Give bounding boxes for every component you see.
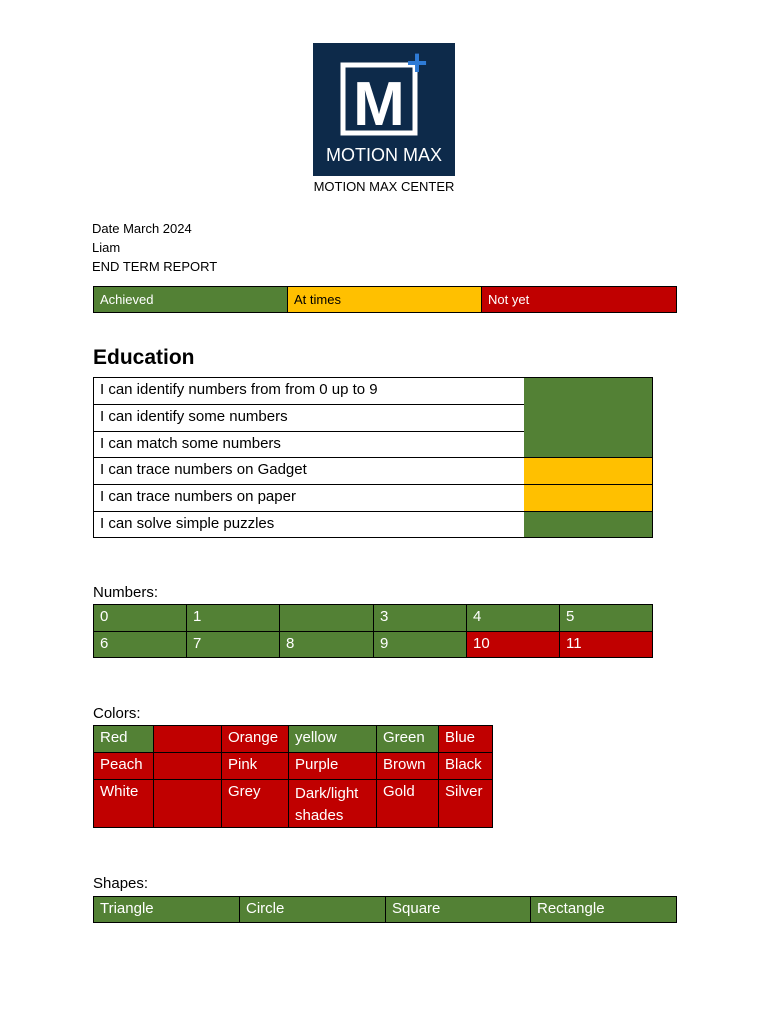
number-cell: 8 [279,631,374,658]
number-cell: 1 [186,604,280,632]
number-cell [279,604,374,632]
color-cell: Purple [288,752,377,780]
edu-item: I can identify some numbers [93,404,525,432]
report-date: Date March 2024 [92,221,192,236]
number-cell: 4 [466,604,560,632]
color-cell [153,725,222,753]
color-cell: Peach [93,752,154,780]
number-cell: 0 [93,604,187,632]
color-cell: Black [438,752,493,780]
color-cell: Dark/light shades [288,779,377,828]
edu-item: I can trace numbers on paper [93,484,525,512]
logo-mark-icon [313,43,455,176]
color-cell: Red [93,725,154,753]
color-cell: Orange [221,725,289,753]
color-cell: Grey [221,779,289,828]
edu-status-at-times [524,457,653,485]
edu-item: I can trace numbers on Gadget [93,457,525,485]
numbers-label: Numbers: [93,584,159,601]
color-cell [153,752,222,780]
color-cell: Green [376,725,439,753]
shape-cell: Square [385,896,531,923]
svg-text:+: + [406,43,428,83]
edu-status-achieved [524,511,653,538]
center-name: MOTION MAX CENTER [313,179,455,194]
color-cell: Silver [438,779,493,828]
color-cell [153,779,222,828]
svg-text:M: M [353,70,405,139]
number-cell: 5 [559,604,653,632]
edu-status-achieved [524,377,653,458]
report-title: END TERM REPORT [92,259,218,274]
color-cell: Pink [221,752,289,780]
edu-item: I can identify numbers from from 0 up to 9 [93,377,525,405]
shape-cell: Triangle [93,896,240,923]
edu-status-at-times [524,484,653,512]
number-cell: 11 [559,631,653,658]
legend-not-yet: Not yet [481,286,677,313]
color-cell: White [93,779,154,828]
number-cell: 3 [373,604,467,632]
number-cell: 7 [186,631,280,658]
number-cell: 10 [466,631,560,658]
svg-text:MOTION MAX: MOTION MAX [326,145,442,165]
logo [313,43,455,176]
color-cell: Brown [376,752,439,780]
color-cell: Blue [438,725,493,753]
colors-label: Colors: [93,705,141,722]
education-heading: Education [93,346,195,369]
color-cell: yellow [288,725,377,753]
edu-item: I can match some numbers [93,431,525,458]
shape-cell: Rectangle [530,896,677,923]
legend-at-times: At times [287,286,482,313]
edu-item: I can solve simple puzzles [93,511,525,538]
student-name: Liam [92,240,121,255]
color-cell: Gold [376,779,439,828]
shapes-label: Shapes: [93,875,149,892]
number-cell: 9 [373,631,467,658]
number-cell: 6 [93,631,187,658]
shape-cell: Circle [239,896,386,923]
legend-achieved: Achieved [93,286,288,313]
